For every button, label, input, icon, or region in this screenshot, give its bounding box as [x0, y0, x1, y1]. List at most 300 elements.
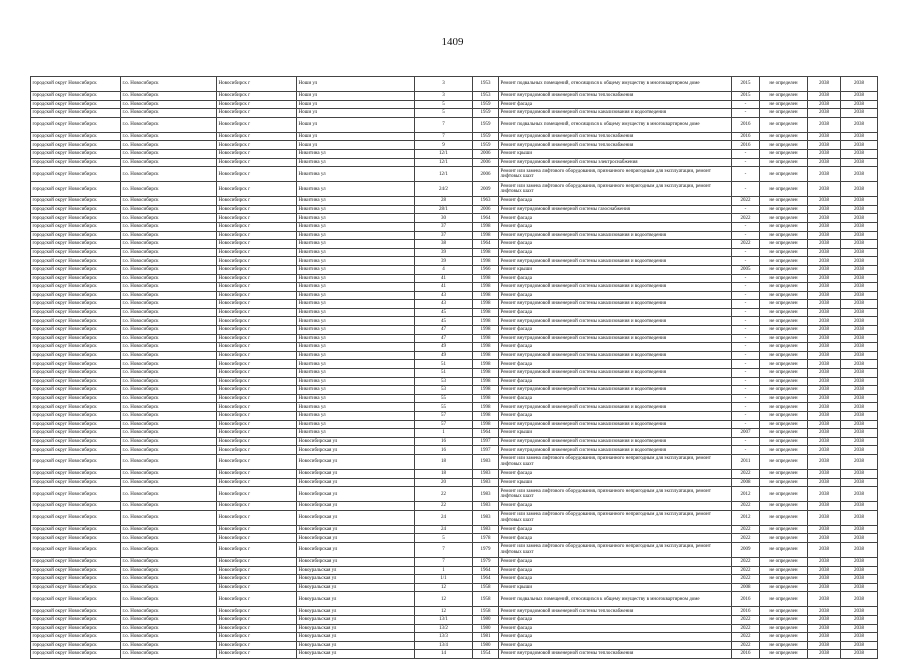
cell-last-repair: -	[732, 205, 760, 214]
cell-street: Никитина ул	[297, 283, 415, 292]
cell-municipality: г.о. Новосибирск	[121, 248, 217, 257]
cell-plan-start: 2038	[808, 583, 841, 592]
table-row	[31, 446, 878, 455]
table-row	[31, 100, 878, 109]
cell-house: 41	[415, 283, 473, 292]
cell-plan-start: 2038	[808, 510, 841, 525]
cell-status: не определен	[760, 214, 808, 223]
cell-work-type: Ремонт фасада	[499, 394, 732, 403]
cell-plan-end: 2038	[841, 487, 878, 502]
cell-plan-start: 2038	[808, 334, 841, 343]
cell-status: не определен	[760, 149, 808, 158]
cell-work-type: Ремонт фасада	[499, 214, 732, 223]
cell-plan-start: 2038	[808, 525, 841, 534]
cell-work-type: Ремонт внутридомовой инженерной системы канализования и водоотведения	[499, 369, 732, 378]
cell-municipality: г.о. Новосибирск	[121, 607, 217, 616]
cell-street: Никитина ул	[297, 360, 415, 369]
cell-district: городской округ Новосибирск	[31, 469, 121, 478]
cell-status: не определен	[760, 231, 808, 240]
cell-plan-start: 2038	[808, 257, 841, 266]
cell-district: городской округ Новосибирск	[31, 149, 121, 158]
cell-work-type: Ремонт внутридомовой инженерной системы теплоснабжения	[499, 92, 732, 101]
cell-status: не определен	[760, 77, 808, 92]
cell-plan-start: 2038	[808, 377, 841, 386]
cell-settlement: Новосибирск г	[217, 525, 297, 534]
cell-street: Ноши ул	[297, 92, 415, 101]
cell-district: городской округ Новосибирск	[31, 437, 121, 446]
cell-year-built: 1998	[473, 222, 499, 231]
cell-plan-end: 2038	[841, 182, 878, 197]
cell-street: Новосибирская ул	[297, 437, 415, 446]
cell-plan-end: 2038	[841, 197, 878, 206]
cell-year-built: 1998	[473, 369, 499, 378]
cell-status: не определен	[760, 437, 808, 446]
cell-status: не определен	[760, 109, 808, 118]
cell-plan-end: 2038	[841, 641, 878, 650]
cell-work-type: Ремонт фасада	[499, 100, 732, 109]
cell-last-repair: -	[732, 291, 760, 300]
cell-settlement: Новосибирск г	[217, 412, 297, 421]
table-row	[31, 265, 878, 274]
cell-plan-end: 2038	[841, 386, 878, 395]
cell-district: городской округ Новосибирск	[31, 502, 121, 511]
cell-last-repair: -	[732, 257, 760, 266]
cell-settlement: Новосибирск г	[217, 557, 297, 566]
cell-settlement: Новосибирск г	[217, 429, 297, 438]
cell-work-type: Ремонт или замена лифтового оборудования, признанного непригодным для эксплуатации, ремонт лифтовых шахт	[499, 542, 732, 557]
cell-street: Новоуральская ул	[297, 641, 415, 650]
table-row	[31, 557, 878, 566]
cell-year-built: 1959	[473, 132, 499, 141]
cell-work-type: Ремонт крыши	[499, 429, 732, 438]
cell-plan-start: 2038	[808, 149, 841, 158]
cell-settlement: Новосибирск г	[217, 300, 297, 309]
cell-plan-start: 2038	[808, 274, 841, 283]
cell-street: Никитина ул	[297, 167, 415, 182]
table-row	[31, 291, 878, 300]
cell-district: городской округ Новосибирск	[31, 650, 121, 659]
table-row	[31, 510, 878, 525]
table-row	[31, 214, 878, 223]
cell-plan-end: 2038	[841, 308, 878, 317]
cell-settlement: Новосибирск г	[217, 231, 297, 240]
table-row	[31, 592, 878, 607]
cell-year-built: 1998	[473, 317, 499, 326]
cell-district: городской округ Новосибирск	[31, 222, 121, 231]
cell-house: 37	[415, 222, 473, 231]
cell-house: 18	[415, 454, 473, 469]
cell-house: 12/1	[415, 158, 473, 167]
cell-settlement: Новосибирск г	[217, 77, 297, 92]
cell-house: 24/2	[415, 182, 473, 197]
cell-plan-end: 2038	[841, 633, 878, 642]
cell-status: не определен	[760, 197, 808, 206]
cell-work-type: Ремонт внутридомовой инженерной системы канализования и водоотведения	[499, 257, 732, 266]
cell-work-type: Ремонт внутридомовой инженерной системы канализования и водоотведения	[499, 109, 732, 118]
cell-municipality: г.о. Новосибирск	[121, 420, 217, 429]
cell-municipality: г.о. Новосибирск	[121, 412, 217, 421]
cell-district: городской округ Новосибирск	[31, 334, 121, 343]
cell-house: 28/1	[415, 205, 473, 214]
cell-district: городской округ Новосибирск	[31, 141, 121, 150]
cell-last-repair: 2016	[732, 141, 760, 150]
cell-plan-end: 2038	[841, 117, 878, 132]
table-row	[31, 240, 878, 249]
cell-year-built: 1998	[473, 343, 499, 352]
cell-status: не определен	[760, 369, 808, 378]
table-row	[31, 575, 878, 584]
table-row	[31, 583, 878, 592]
table-row	[31, 377, 878, 386]
table-row	[31, 141, 878, 150]
cell-plan-end: 2038	[841, 92, 878, 101]
cell-last-repair: -	[732, 167, 760, 182]
cell-plan-end: 2038	[841, 454, 878, 469]
cell-district: городской округ Новосибирск	[31, 300, 121, 309]
cell-plan-start: 2038	[808, 92, 841, 101]
cell-settlement: Новосибирск г	[217, 369, 297, 378]
cell-plan-start: 2038	[808, 109, 841, 118]
cell-last-repair: -	[732, 343, 760, 352]
cell-plan-start: 2038	[808, 300, 841, 309]
cell-plan-start: 2038	[808, 283, 841, 292]
cell-work-type: Ремонт фасада	[499, 360, 732, 369]
cell-house: 39	[415, 257, 473, 266]
cell-settlement: Новосибирск г	[217, 149, 297, 158]
cell-status: не определен	[760, 257, 808, 266]
cell-municipality: г.о. Новосибирск	[121, 308, 217, 317]
table-row	[31, 132, 878, 141]
cell-street: Новосибирская ул	[297, 487, 415, 502]
table-row	[31, 197, 878, 206]
cell-year-built: 1998	[473, 412, 499, 421]
cell-district: городской округ Новосибирск	[31, 557, 121, 566]
cell-street: Никитина ул	[297, 343, 415, 352]
cell-plan-start: 2038	[808, 566, 841, 575]
cell-municipality: г.о. Новосибирск	[121, 197, 217, 206]
cell-work-type: Ремонт внутридомовой инженерной системы канализования и водоотведения	[499, 403, 732, 412]
cell-district: городской округ Новосибирск	[31, 369, 121, 378]
cell-year-built: 1998	[473, 300, 499, 309]
cell-year-built: 1953	[473, 92, 499, 101]
cell-year-built: 2006	[473, 158, 499, 167]
cell-street: Новосибирская ул	[297, 557, 415, 566]
cell-house: 7	[415, 132, 473, 141]
cell-plan-start: 2038	[808, 412, 841, 421]
cell-house: 20	[415, 478, 473, 487]
cell-last-repair: 2022	[732, 566, 760, 575]
cell-house: 13/1	[415, 615, 473, 624]
cell-plan-start: 2038	[808, 534, 841, 543]
cell-year-built: 1953	[473, 77, 499, 92]
cell-house: 13/2	[415, 624, 473, 633]
cell-settlement: Новосибирск г	[217, 641, 297, 650]
cell-last-repair: 2008	[732, 583, 760, 592]
cell-plan-start: 2038	[808, 641, 841, 650]
cell-settlement: Новосибирск г	[217, 624, 297, 633]
cell-plan-end: 2038	[841, 231, 878, 240]
cell-last-repair: -	[732, 377, 760, 386]
cell-district: городской округ Новосибирск	[31, 360, 121, 369]
table-row	[31, 205, 878, 214]
table-row	[31, 149, 878, 158]
cell-work-type: Ремонт внутридомовой инженерной системы канализования и водоотведения	[499, 334, 732, 343]
cell-street: Никитина ул	[297, 197, 415, 206]
cell-plan-start: 2038	[808, 624, 841, 633]
cell-last-repair: 2007	[732, 429, 760, 438]
cell-house: 16	[415, 437, 473, 446]
cell-settlement: Новосибирск г	[217, 109, 297, 118]
cell-house: 12/1	[415, 149, 473, 158]
cell-plan-start: 2038	[808, 265, 841, 274]
cell-plan-end: 2038	[841, 607, 878, 616]
cell-district: городской округ Новосибирск	[31, 326, 121, 335]
cell-work-type: Ремонт фасада	[499, 615, 732, 624]
cell-work-type: Ремонт крыши	[499, 478, 732, 487]
cell-street: Новоуральская ул	[297, 650, 415, 659]
cell-settlement: Новосибирск г	[217, 182, 297, 197]
cell-last-repair: 2022	[732, 469, 760, 478]
cell-settlement: Новосибирск г	[217, 502, 297, 511]
cell-year-built: 1983	[473, 469, 499, 478]
cell-street: Новоуральская ул	[297, 607, 415, 616]
cell-street: Ноши ул	[297, 132, 415, 141]
cell-house: 49	[415, 351, 473, 360]
cell-year-built: 1958	[473, 583, 499, 592]
cell-settlement: Новосибирск г	[217, 487, 297, 502]
cell-plan-end: 2038	[841, 575, 878, 584]
cell-last-repair: 2011	[732, 454, 760, 469]
cell-year-built: 1997	[473, 446, 499, 455]
cell-last-repair: 2022	[732, 525, 760, 534]
cell-district: городской округ Новосибирск	[31, 248, 121, 257]
cell-year-built: 1998	[473, 403, 499, 412]
table-row	[31, 650, 878, 659]
cell-street: Новоуральская ул	[297, 583, 415, 592]
cell-year-built: 1983	[473, 525, 499, 534]
table-row	[31, 615, 878, 624]
cell-status: не определен	[760, 429, 808, 438]
cell-street: Ноши ул	[297, 117, 415, 132]
cell-house: 37	[415, 231, 473, 240]
cell-municipality: г.о. Новосибирск	[121, 403, 217, 412]
cell-year-built: 1980	[473, 641, 499, 650]
cell-settlement: Новосибирск г	[217, 633, 297, 642]
cell-municipality: г.о. Новосибирск	[121, 283, 217, 292]
cell-district: городской округ Новосибирск	[31, 265, 121, 274]
cell-work-type: Ремонт внутридомовой инженерной системы теплоснабжения	[499, 650, 732, 659]
cell-street: Никитина ул	[297, 386, 415, 395]
cell-status: не определен	[760, 607, 808, 616]
cell-municipality: г.о. Новосибирск	[121, 633, 217, 642]
cell-settlement: Новосибирск г	[217, 222, 297, 231]
cell-work-type: Ремонт внутридомовой инженерной системы канализования и водоотведения	[499, 437, 732, 446]
cell-street: Никитина ул	[297, 394, 415, 403]
register-table-container	[30, 76, 877, 659]
cell-year-built: 2009	[473, 182, 499, 197]
cell-status: не определен	[760, 343, 808, 352]
table-row	[31, 117, 878, 132]
cell-last-repair: 2015	[732, 77, 760, 92]
cell-street: Никитина ул	[297, 222, 415, 231]
cell-status: не определен	[760, 265, 808, 274]
cell-year-built: 1959	[473, 141, 499, 150]
cell-district: городской округ Новосибирск	[31, 454, 121, 469]
cell-house: 1	[415, 566, 473, 575]
cell-house: 45	[415, 317, 473, 326]
cell-status: не определен	[760, 182, 808, 197]
cell-municipality: г.о. Новосибирск	[121, 454, 217, 469]
cell-street: Никитина ул	[297, 257, 415, 266]
cell-work-type: Ремонт внутридомовой инженерной системы канализования и водоотведения	[499, 351, 732, 360]
cell-plan-start: 2038	[808, 308, 841, 317]
cell-plan-start: 2038	[808, 437, 841, 446]
cell-plan-start: 2038	[808, 502, 841, 511]
cell-plan-end: 2038	[841, 420, 878, 429]
table-row	[31, 534, 878, 543]
cell-settlement: Новосибирск г	[217, 248, 297, 257]
cell-municipality: г.о. Новосибирск	[121, 446, 217, 455]
cell-street: Никитина ул	[297, 326, 415, 335]
cell-status: не определен	[760, 624, 808, 633]
cell-municipality: г.о. Новосибирск	[121, 641, 217, 650]
cell-work-type: Ремонт или замена лифтового оборудования, признанного непригодным для эксплуатации, ремонт лифтовых шахт	[499, 487, 732, 502]
cell-district: городской округ Новосибирск	[31, 257, 121, 266]
cell-last-repair: 2016	[732, 592, 760, 607]
cell-district: городской округ Новосибирск	[31, 317, 121, 326]
cell-status: не определен	[760, 592, 808, 607]
cell-year-built: 1997	[473, 437, 499, 446]
cell-district: городской округ Новосибирск	[31, 240, 121, 249]
cell-house: 51	[415, 369, 473, 378]
table-row	[31, 351, 878, 360]
cell-year-built: 1998	[473, 274, 499, 283]
cell-year-built: 1980	[473, 615, 499, 624]
table-row	[31, 420, 878, 429]
cell-street: Никитина ул	[297, 205, 415, 214]
cell-municipality: г.о. Новосибирск	[121, 141, 217, 150]
cell-settlement: Новосибирск г	[217, 510, 297, 525]
cell-status: не определен	[760, 283, 808, 292]
cell-last-repair: -	[732, 182, 760, 197]
cell-house: 45	[415, 308, 473, 317]
cell-plan-end: 2038	[841, 132, 878, 141]
cell-settlement: Новосибирск г	[217, 92, 297, 101]
cell-status: не определен	[760, 240, 808, 249]
cell-street: Новосибирская ул	[297, 542, 415, 557]
cell-district: городской округ Новосибирск	[31, 377, 121, 386]
cell-street: Никитина ул	[297, 429, 415, 438]
cell-municipality: г.о. Новосибирск	[121, 158, 217, 167]
table-row	[31, 386, 878, 395]
cell-status: не определен	[760, 360, 808, 369]
cell-plan-end: 2038	[841, 469, 878, 478]
cell-status: не определен	[760, 308, 808, 317]
cell-house: 53	[415, 386, 473, 395]
cell-last-repair: -	[732, 300, 760, 309]
cell-district: городской округ Новосибирск	[31, 132, 121, 141]
cell-plan-end: 2038	[841, 214, 878, 223]
cell-year-built: 1998	[473, 326, 499, 335]
cell-street: Новосибирская ул	[297, 478, 415, 487]
cell-work-type: Ремонт подвальных помещений, относящихся к общему имуществу в многоквартирном доме	[499, 117, 732, 132]
cell-year-built: 1958	[473, 607, 499, 616]
cell-district: городской округ Новосибирск	[31, 525, 121, 534]
cell-work-type: Ремонт фасада	[499, 641, 732, 650]
cell-plan-start: 2038	[808, 100, 841, 109]
cell-street: Новоуральская ул	[297, 615, 415, 624]
cell-status: не определен	[760, 650, 808, 659]
cell-year-built: 1998	[473, 334, 499, 343]
cell-plan-end: 2038	[841, 334, 878, 343]
cell-last-repair: -	[732, 100, 760, 109]
cell-settlement: Новосибирск г	[217, 420, 297, 429]
cell-municipality: г.о. Новосибирск	[121, 377, 217, 386]
cell-plan-start: 2038	[808, 369, 841, 378]
cell-plan-start: 2038	[808, 197, 841, 206]
cell-work-type: Ремонт или замена лифтового оборудования, признанного непригодным для эксплуатации, ремонт лифтовых шахт	[499, 167, 732, 182]
cell-municipality: г.о. Новосибирск	[121, 478, 217, 487]
cell-house: 7	[415, 542, 473, 557]
cell-last-repair: -	[732, 158, 760, 167]
cell-settlement: Новосибирск г	[217, 386, 297, 395]
cell-street: Новосибирская ул	[297, 469, 415, 478]
cell-street: Никитина ул	[297, 149, 415, 158]
cell-plan-end: 2038	[841, 158, 878, 167]
cell-status: не определен	[760, 412, 808, 421]
cell-district: городской округ Новосибирск	[31, 583, 121, 592]
cell-work-type: Ремонт внутридомовой инженерной системы теплоснабжения	[499, 607, 732, 616]
table-row	[31, 326, 878, 335]
cell-plan-end: 2038	[841, 583, 878, 592]
cell-plan-start: 2038	[808, 343, 841, 352]
cell-district: городской округ Новосибирск	[31, 274, 121, 283]
table-row	[31, 525, 878, 534]
cell-district: городской округ Новосибирск	[31, 291, 121, 300]
cell-last-repair: 2022	[732, 534, 760, 543]
cell-street: Новоуральская ул	[297, 566, 415, 575]
cell-plan-end: 2038	[841, 394, 878, 403]
cell-year-built: 1964	[473, 240, 499, 249]
cell-house: 5	[415, 534, 473, 543]
cell-status: не определен	[760, 117, 808, 132]
cell-year-built: 1979	[473, 557, 499, 566]
cell-last-repair: -	[732, 437, 760, 446]
table-row	[31, 343, 878, 352]
cell-settlement: Новосибирск г	[217, 100, 297, 109]
table-body	[31, 77, 878, 659]
cell-plan-end: 2038	[841, 502, 878, 511]
cell-settlement: Новосибирск г	[217, 454, 297, 469]
cell-street: Ноши ул	[297, 77, 415, 92]
cell-status: не определен	[760, 394, 808, 403]
cell-status: не определен	[760, 141, 808, 150]
cell-district: городской округ Новосибирск	[31, 77, 121, 92]
cell-year-built: 1980	[473, 624, 499, 633]
cell-status: не определен	[760, 478, 808, 487]
cell-work-type: Ремонт фасада	[499, 557, 732, 566]
cell-year-built: 1998	[473, 420, 499, 429]
cell-settlement: Новосибирск г	[217, 117, 297, 132]
cell-work-type: Ремонт фасада	[499, 274, 732, 283]
cell-status: не определен	[760, 92, 808, 101]
cell-district: городской округ Новосибирск	[31, 403, 121, 412]
cell-street: Никитина ул	[297, 403, 415, 412]
cell-street: Никитина ул	[297, 308, 415, 317]
cell-last-repair: 2022	[732, 641, 760, 650]
cell-last-repair: 2016	[732, 607, 760, 616]
cell-street: Никитина ул	[297, 369, 415, 378]
